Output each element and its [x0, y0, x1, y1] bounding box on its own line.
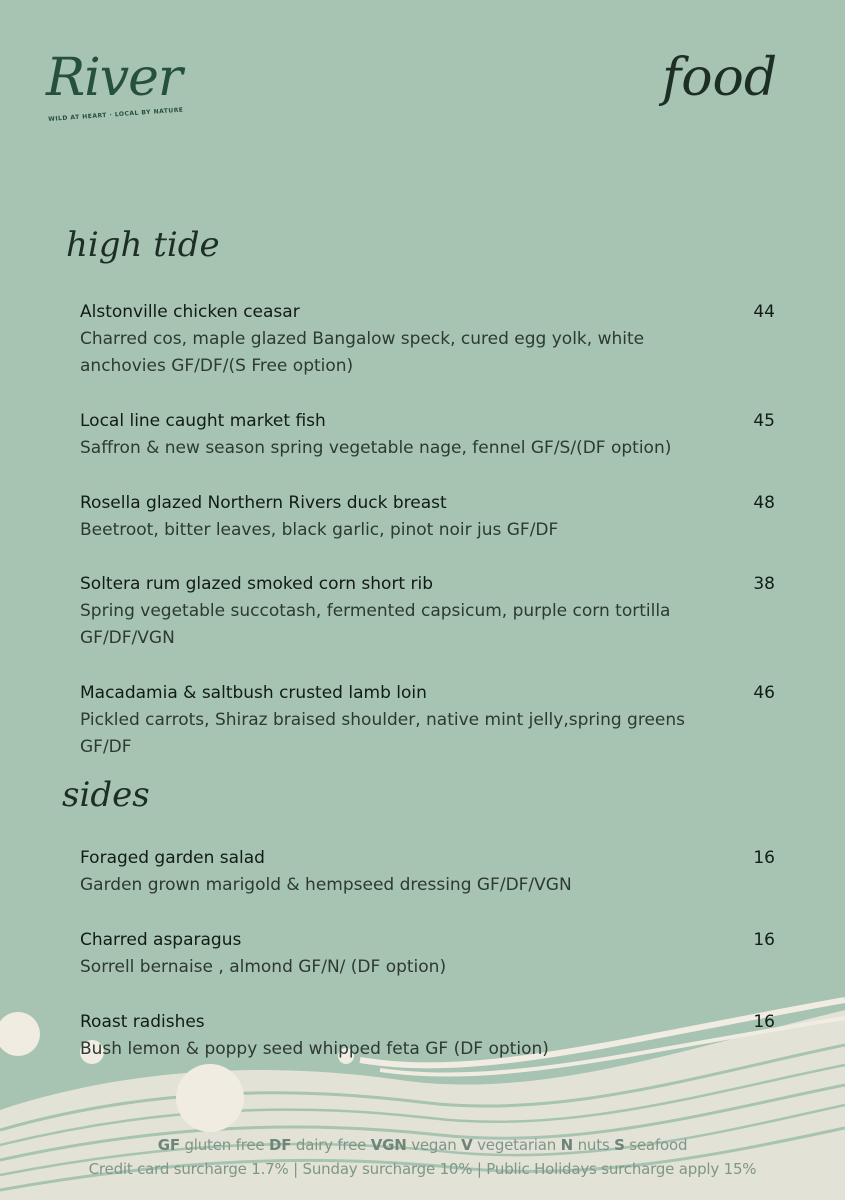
item-name: Foraged garden salad — [80, 848, 265, 868]
legend-code: VGN — [370, 1136, 407, 1154]
menu-item — [80, 301, 780, 380]
item-price: 44 — [753, 302, 775, 322]
legend-meaning: gluten free — [184, 1136, 265, 1154]
item-description: Charred cos, maple glazed Bangalow speck, cured egg yolk, white anchovies GF/DF/(S Free option) — [80, 329, 645, 376]
dot-decoration — [176, 1064, 244, 1132]
item-description: Sorrell bernaise , almond GF/N/ (DF option) — [80, 957, 447, 977]
item-description: Beetroot, bitter leaves, black garlic, pinot noir jus GF/DF — [80, 520, 559, 540]
item-price: 38 — [753, 574, 775, 594]
item-description: Bush lemon & poppy seed whipped feta GF (DF option) — [80, 1039, 549, 1059]
menu-item — [80, 410, 780, 462]
item-price: 16 — [753, 848, 775, 868]
item-price: 45 — [753, 411, 775, 431]
item-price: 16 — [753, 1012, 775, 1032]
menu-item — [80, 847, 780, 899]
dot-decoration — [0, 1012, 40, 1056]
item-description: Garden grown marigold & hempseed dressing GF/DF/VGN — [80, 875, 572, 895]
legend-meaning: nuts — [577, 1136, 610, 1154]
item-price: 48 — [753, 493, 775, 513]
menu-item — [80, 573, 780, 652]
legend-code: S — [614, 1136, 625, 1154]
menu-item — [80, 492, 780, 544]
surcharge-notice: Credit card surcharge 1.7% | Sunday surcharge 10% | Public Holidays surcharge apply 15% — [88, 1160, 757, 1178]
item-description: Pickled carrots, Shiraz braised shoulder, native mint jelly,spring greens GF/DF — [80, 710, 686, 757]
river-logo — [46, 48, 186, 152]
legend-code: V — [461, 1136, 473, 1154]
item-price: 16 — [753, 930, 775, 950]
legend-code: GF — [157, 1136, 180, 1154]
item-name: Local line caught market fish — [80, 411, 326, 431]
menu-item — [80, 929, 780, 981]
legend-meaning: vegetarian — [477, 1136, 557, 1154]
item-name: Charred asparagus — [80, 930, 242, 950]
menu-title: food — [662, 48, 778, 108]
item-name: Macadamia & saltbush crusted lamb loin — [80, 683, 427, 703]
item-description: Spring vegetable succotash, fermented capsicum, purple corn tortilla GF/DF/VGN — [80, 601, 671, 648]
dietary-legend — [0, 1136, 845, 1154]
menu-item — [80, 682, 780, 761]
legend-meaning: dairy free — [295, 1136, 367, 1154]
item-name: Soltera rum glazed smoked corn short rib — [80, 574, 434, 594]
item-name: Alstonville chicken ceasar — [80, 302, 300, 322]
menu-item — [80, 1011, 780, 1063]
item-description: Saffron & new season spring vegetable nage, fennel GF/S/(DF option) — [80, 438, 672, 458]
item-price: 46 — [753, 683, 775, 703]
legend-meaning: seafood — [629, 1136, 688, 1154]
legend-code: DF — [269, 1136, 292, 1154]
legend-meaning: vegan — [411, 1136, 457, 1154]
legend-code: N — [560, 1136, 574, 1154]
item-name: Rosella glazed Northern Rivers duck breast — [80, 493, 447, 513]
logo-wordmark: River — [46, 48, 182, 108]
item-name: Roast radishes — [80, 1012, 205, 1032]
section-title-sides: sides — [62, 775, 150, 815]
section-title-high-tide: high tide — [66, 225, 220, 265]
logo-tagline: WILD AT HEART · LOCAL BY NATURE — [48, 106, 184, 123]
